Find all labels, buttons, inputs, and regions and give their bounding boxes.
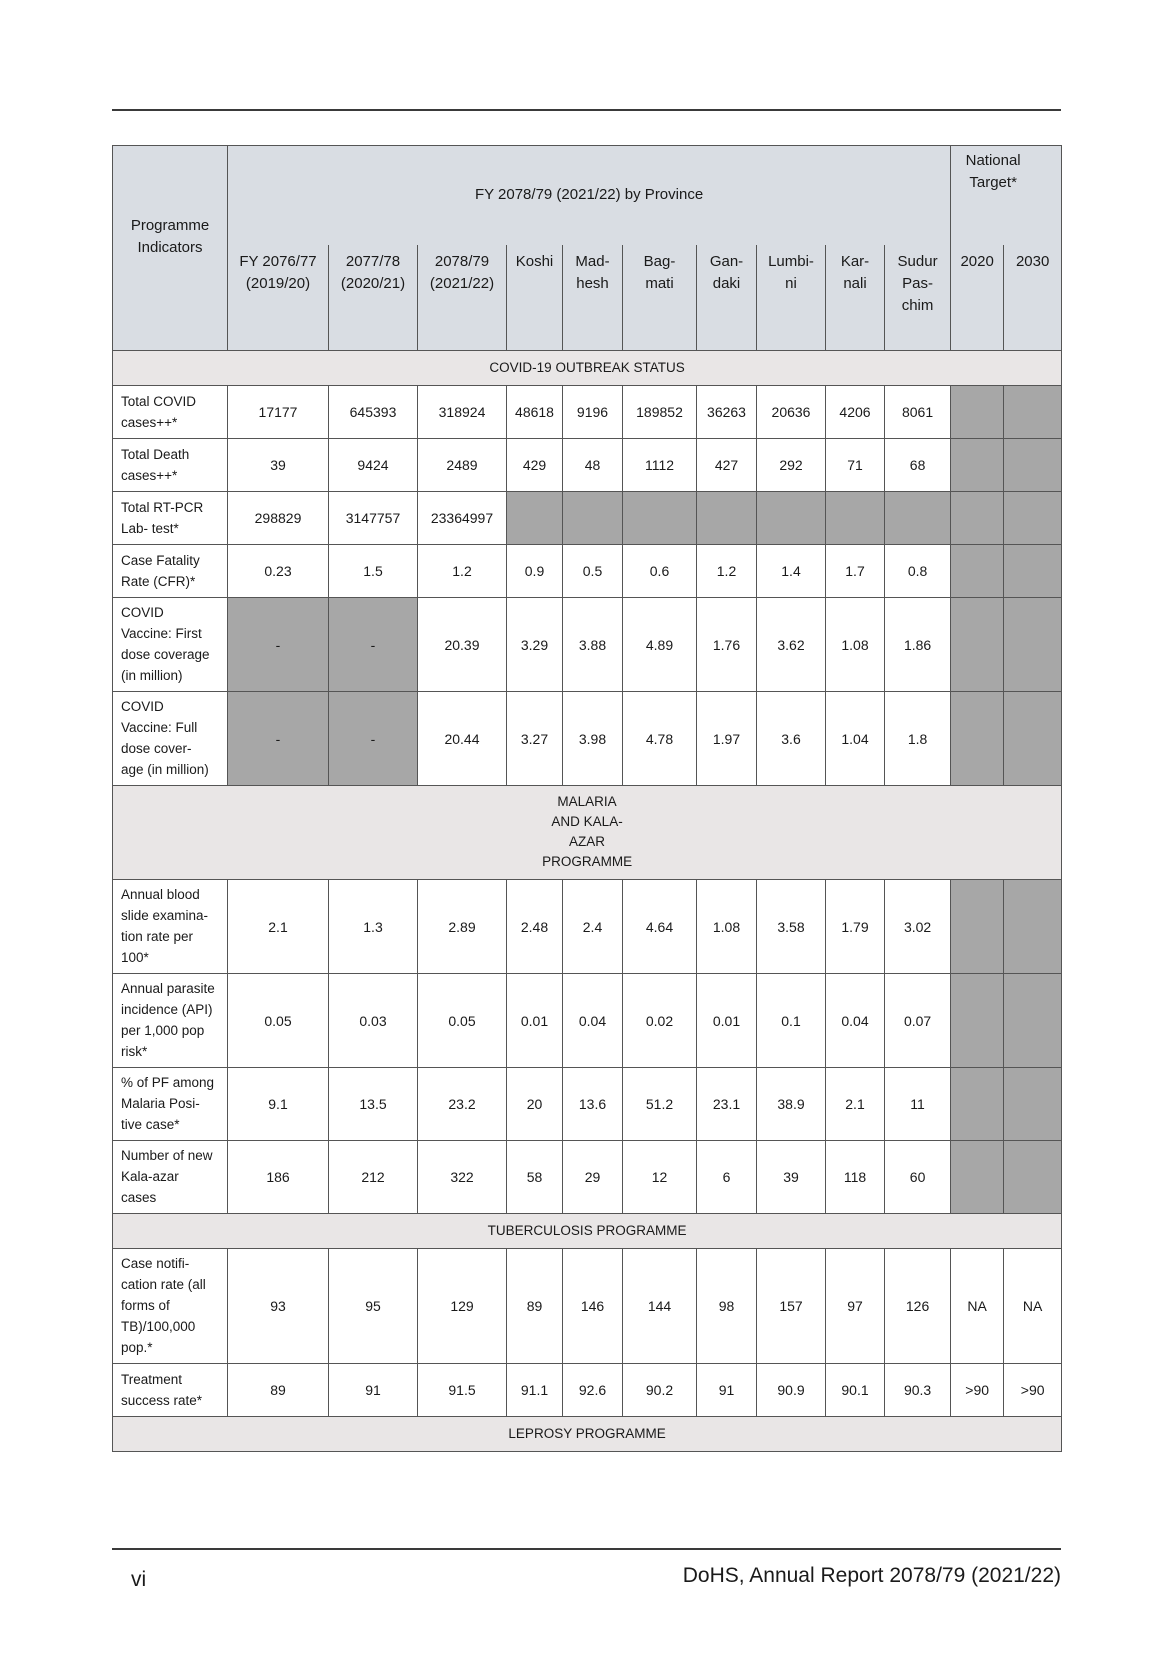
- column-header: [623, 245, 697, 351]
- value-cell: 90.1: [826, 1364, 885, 1417]
- value-cell: >90: [1004, 1364, 1062, 1417]
- bottom-rule: [112, 1548, 1061, 1550]
- value-cell: 0.9: [507, 545, 563, 598]
- value-cell: 1.2: [418, 545, 507, 598]
- column-header-label: Lumbi- ni: [768, 252, 814, 292]
- value-cell: 118: [826, 1141, 885, 1214]
- value-cell: 91: [697, 1364, 757, 1417]
- value-cell: 1112: [623, 439, 697, 492]
- value-cell: 93: [228, 1249, 329, 1364]
- value-cell: 23.1: [697, 1068, 757, 1141]
- value-cell: 1.8: [885, 692, 951, 786]
- value-cell: 23.2: [418, 1068, 507, 1141]
- fy-province-group-header: [228, 146, 951, 245]
- column-header: [507, 245, 563, 351]
- value-cell: 39: [757, 1141, 826, 1214]
- indicator-label: [113, 545, 228, 598]
- value-cell: 92.6: [563, 1364, 623, 1417]
- value-cell: 429: [507, 439, 563, 492]
- indicator-label-text: Case Fatality Rate (CFR)*: [121, 552, 200, 589]
- fy-province-group-label: FY 2078/79 (2021/22) by Province: [474, 186, 704, 204]
- value-cell: 0.01: [697, 974, 757, 1068]
- value-cell: 90.3: [885, 1364, 951, 1417]
- indicator-label-text: Number of new Kala-azar cases: [121, 1148, 213, 1205]
- section-title: [113, 351, 1062, 386]
- value-cell: 3147757: [329, 492, 418, 545]
- value-cell: 0.5: [563, 545, 623, 598]
- section-title: [113, 786, 1062, 880]
- indicator-label: [113, 880, 228, 974]
- value-cell: 48: [563, 439, 623, 492]
- indicator-label-text: Case notifi- cation rate (all forms of TB)/100,000 pop.*: [121, 1256, 206, 1355]
- value-cell: 90.2: [623, 1364, 697, 1417]
- table-row: [113, 598, 1062, 692]
- column-header-label: 2078/79 (2021/22): [429, 252, 495, 292]
- shaded-cell: [1004, 974, 1062, 1068]
- indicator-label: [113, 974, 228, 1068]
- value-cell: 1.79: [826, 880, 885, 974]
- shaded-cell: [951, 492, 1004, 545]
- indicator-label: [113, 1141, 228, 1214]
- value-cell: 1.2: [697, 545, 757, 598]
- indicator-label: [113, 1249, 228, 1364]
- value-cell: 157: [757, 1249, 826, 1364]
- table-row: [113, 880, 1062, 974]
- value-cell: 0.07: [885, 974, 951, 1068]
- report-title: DoHS, Annual Report 2078/79 (2021/22): [682, 1564, 1061, 1587]
- shaded-cell: [951, 692, 1004, 786]
- value-cell: 3.27: [507, 692, 563, 786]
- value-cell: 3.6: [757, 692, 826, 786]
- shaded-cell: -: [228, 692, 329, 786]
- value-cell: 17177: [228, 386, 329, 439]
- value-cell: 13.6: [563, 1068, 623, 1141]
- value-cell: 89: [228, 1364, 329, 1417]
- shaded-cell: [951, 880, 1004, 974]
- column-header: [418, 245, 507, 351]
- value-cell: 292: [757, 439, 826, 492]
- value-cell: 71: [826, 439, 885, 492]
- value-cell: 12: [623, 1141, 697, 1214]
- shaded-cell: [885, 492, 951, 545]
- shaded-cell: [1004, 1068, 1062, 1141]
- column-header-label: 2020: [960, 252, 994, 270]
- value-cell: 318924: [418, 386, 507, 439]
- value-cell: 0.03: [329, 974, 418, 1068]
- shaded-cell: [826, 492, 885, 545]
- section-row: [113, 786, 1062, 880]
- value-cell: >90: [951, 1364, 1004, 1417]
- column-header: [1004, 245, 1062, 351]
- shaded-cell: [697, 492, 757, 545]
- value-cell: 98: [697, 1249, 757, 1364]
- indicator-label: [113, 692, 228, 786]
- shaded-cell: [951, 439, 1004, 492]
- value-cell: 0.8: [885, 545, 951, 598]
- value-cell: 90.9: [757, 1364, 826, 1417]
- value-cell: 2.1: [826, 1068, 885, 1141]
- value-cell: 4.64: [623, 880, 697, 974]
- value-cell: 20: [507, 1068, 563, 1141]
- value-cell: 3.62: [757, 598, 826, 692]
- section-row: [113, 1214, 1062, 1249]
- value-cell: 2.1: [228, 880, 329, 974]
- value-cell: 11: [885, 1068, 951, 1141]
- indicator-label: [113, 439, 228, 492]
- value-cell: 97: [826, 1249, 885, 1364]
- value-cell: 36263: [697, 386, 757, 439]
- value-cell: 89: [507, 1249, 563, 1364]
- section-title: [113, 1214, 1062, 1249]
- value-cell: 3.29: [507, 598, 563, 692]
- value-cell: 1.76: [697, 598, 757, 692]
- table-row: [113, 974, 1062, 1068]
- table-row: [113, 1141, 1062, 1214]
- column-header-label: Sudur Pas- chim: [897, 252, 938, 314]
- value-cell: 91: [329, 1364, 418, 1417]
- shaded-cell: -: [228, 598, 329, 692]
- column-header: [228, 245, 329, 351]
- value-cell: 68: [885, 439, 951, 492]
- shaded-cell: [951, 1068, 1004, 1141]
- value-cell: 129: [418, 1249, 507, 1364]
- value-cell: 0.23: [228, 545, 329, 598]
- value-cell: 20636: [757, 386, 826, 439]
- value-cell: 427: [697, 439, 757, 492]
- shaded-cell: [1004, 439, 1062, 492]
- programme-indicators-header: [113, 146, 228, 351]
- value-cell: NA: [1004, 1249, 1062, 1364]
- national-target-label: National Target*: [965, 152, 1021, 191]
- value-cell: 2.48: [507, 880, 563, 974]
- section-title-label: TUBERCULOSIS PROGRAMME: [487, 1223, 687, 1238]
- shaded-cell: [951, 545, 1004, 598]
- section-title: [113, 1417, 1062, 1452]
- value-cell: 0.01: [507, 974, 563, 1068]
- table-row: [113, 1249, 1062, 1364]
- value-cell: 0.6: [623, 545, 697, 598]
- value-cell: 3.58: [757, 880, 826, 974]
- shaded-cell: [951, 1141, 1004, 1214]
- value-cell: 9196: [563, 386, 623, 439]
- column-header-label: Bag- mati: [643, 252, 676, 292]
- section-title-label: MALARIA AND KALA-AZAR PROGRAMME: [542, 794, 633, 869]
- value-cell: 95: [329, 1249, 418, 1364]
- value-cell: 186: [228, 1141, 329, 1214]
- value-cell: 39: [228, 439, 329, 492]
- shaded-cell: [951, 386, 1004, 439]
- column-header: [885, 245, 951, 351]
- value-cell: 58: [507, 1141, 563, 1214]
- value-cell: 2.4: [563, 880, 623, 974]
- shaded-cell: [563, 492, 623, 545]
- value-cell: 144: [623, 1249, 697, 1364]
- column-header-label: Koshi: [515, 252, 554, 270]
- indicator-label-text: Total Death cases++*: [121, 446, 190, 483]
- value-cell: 1.08: [826, 598, 885, 692]
- value-cell: 13.5: [329, 1068, 418, 1141]
- value-cell: 8061: [885, 386, 951, 439]
- value-cell: 6: [697, 1141, 757, 1214]
- value-cell: 0.04: [563, 974, 623, 1068]
- value-cell: NA: [951, 1249, 1004, 1364]
- value-cell: 23364997: [418, 492, 507, 545]
- column-header-label: 2077/78 (2020/21): [340, 252, 406, 292]
- shaded-cell: [507, 492, 563, 545]
- column-header: [563, 245, 623, 351]
- indicator-label-text: COVID Vaccine: Full dose cover- age (in million): [121, 699, 209, 777]
- value-cell: 189852: [623, 386, 697, 439]
- value-cell: 4.78: [623, 692, 697, 786]
- section-title-label: COVID-19 OUTBREAK STATUS: [489, 360, 685, 375]
- section-row: [113, 351, 1062, 386]
- value-cell: 51.2: [623, 1068, 697, 1141]
- indicator-label-text: Total RT-PCR Lab- test*: [121, 499, 204, 536]
- indicator-label-text: Treatment success rate*: [121, 1371, 203, 1408]
- page-number: vi: [131, 1568, 147, 1591]
- value-cell: 48618: [507, 386, 563, 439]
- value-cell: 0.02: [623, 974, 697, 1068]
- value-cell: 29: [563, 1141, 623, 1214]
- column-header-label: Gan- daki: [709, 252, 744, 292]
- value-cell: 1.08: [697, 880, 757, 974]
- table-row: [113, 492, 1062, 545]
- value-cell: 4206: [826, 386, 885, 439]
- indicator-label: [113, 1068, 228, 1141]
- value-cell: 298829: [228, 492, 329, 545]
- shaded-cell: -: [329, 692, 418, 786]
- shaded-cell: [1004, 880, 1062, 974]
- value-cell: 4.89: [623, 598, 697, 692]
- value-cell: 1.3: [329, 880, 418, 974]
- table-row: [113, 1068, 1062, 1141]
- shaded-cell: [951, 598, 1004, 692]
- value-cell: 0.05: [418, 974, 507, 1068]
- indicators-table: [112, 145, 1062, 1452]
- national-target-header: [951, 146, 1062, 245]
- value-cell: 1.97: [697, 692, 757, 786]
- value-cell: 1.7: [826, 545, 885, 598]
- table-row: [113, 692, 1062, 786]
- column-header: [757, 245, 826, 351]
- section-title-label: LEPROSY PROGRAMME: [508, 1426, 666, 1441]
- value-cell: 1.5: [329, 545, 418, 598]
- programme-indicators-label: Programme Indicators: [130, 217, 210, 256]
- value-cell: 20.39: [418, 598, 507, 692]
- shaded-cell: [1004, 598, 1062, 692]
- value-cell: 1.04: [826, 692, 885, 786]
- indicator-label-text: Annual blood slide examina- tion rate per 100*: [121, 887, 209, 965]
- column-header: [951, 245, 1004, 351]
- indicator-label: [113, 1364, 228, 1417]
- value-cell: 20.44: [418, 692, 507, 786]
- shaded-cell: [1004, 386, 1062, 439]
- value-cell: 0.05: [228, 974, 329, 1068]
- value-cell: 1.86: [885, 598, 951, 692]
- table-row: [113, 439, 1062, 492]
- shaded-cell: [951, 974, 1004, 1068]
- indicator-label: [113, 492, 228, 545]
- column-header-label: Mad- hesh: [575, 252, 610, 292]
- shaded-cell: [1004, 1141, 1062, 1214]
- indicator-label-text: Total COVID cases++*: [121, 393, 197, 430]
- column-header-label: Kar- nali: [840, 252, 870, 292]
- value-cell: 212: [329, 1141, 418, 1214]
- value-cell: 2.89: [418, 880, 507, 974]
- shaded-cell: -: [329, 598, 418, 692]
- shaded-cell: [757, 492, 826, 545]
- value-cell: 0.1: [757, 974, 826, 1068]
- column-header: [329, 245, 418, 351]
- section-row: [113, 1417, 1062, 1452]
- indicator-label: [113, 598, 228, 692]
- column-header: [697, 245, 757, 351]
- top-rule: [112, 109, 1061, 111]
- column-header-label: FY 2076/77 (2019/20): [239, 252, 317, 292]
- value-cell: 3.88: [563, 598, 623, 692]
- shaded-cell: [1004, 692, 1062, 786]
- indicator-label: [113, 386, 228, 439]
- shaded-cell: [1004, 492, 1062, 545]
- shaded-cell: [1004, 545, 1062, 598]
- value-cell: 3.98: [563, 692, 623, 786]
- value-cell: 2489: [418, 439, 507, 492]
- column-header: [826, 245, 885, 351]
- value-cell: 91.5: [418, 1364, 507, 1417]
- indicator-label-text: Annual parasite incidence (API) per 1,000 pop risk*: [121, 981, 215, 1059]
- column-header-label: 2030: [1015, 252, 1050, 270]
- value-cell: 9.1: [228, 1068, 329, 1141]
- value-cell: 60: [885, 1141, 951, 1214]
- indicator-label-text: % of PF among Malaria Posi- tive case*: [121, 1075, 215, 1132]
- table-row: [113, 386, 1062, 439]
- value-cell: 3.02: [885, 880, 951, 974]
- table-row: [113, 1364, 1062, 1417]
- value-cell: 9424: [329, 439, 418, 492]
- value-cell: 38.9: [757, 1068, 826, 1141]
- value-cell: 1.4: [757, 545, 826, 598]
- value-cell: 146: [563, 1249, 623, 1364]
- indicator-label-text: COVID Vaccine: First dose coverage (in million): [121, 605, 210, 683]
- shaded-cell: [623, 492, 697, 545]
- value-cell: 0.04: [826, 974, 885, 1068]
- value-cell: 91.1: [507, 1364, 563, 1417]
- value-cell: 645393: [329, 386, 418, 439]
- value-cell: 126: [885, 1249, 951, 1364]
- value-cell: 322: [418, 1141, 507, 1214]
- table-row: [113, 545, 1062, 598]
